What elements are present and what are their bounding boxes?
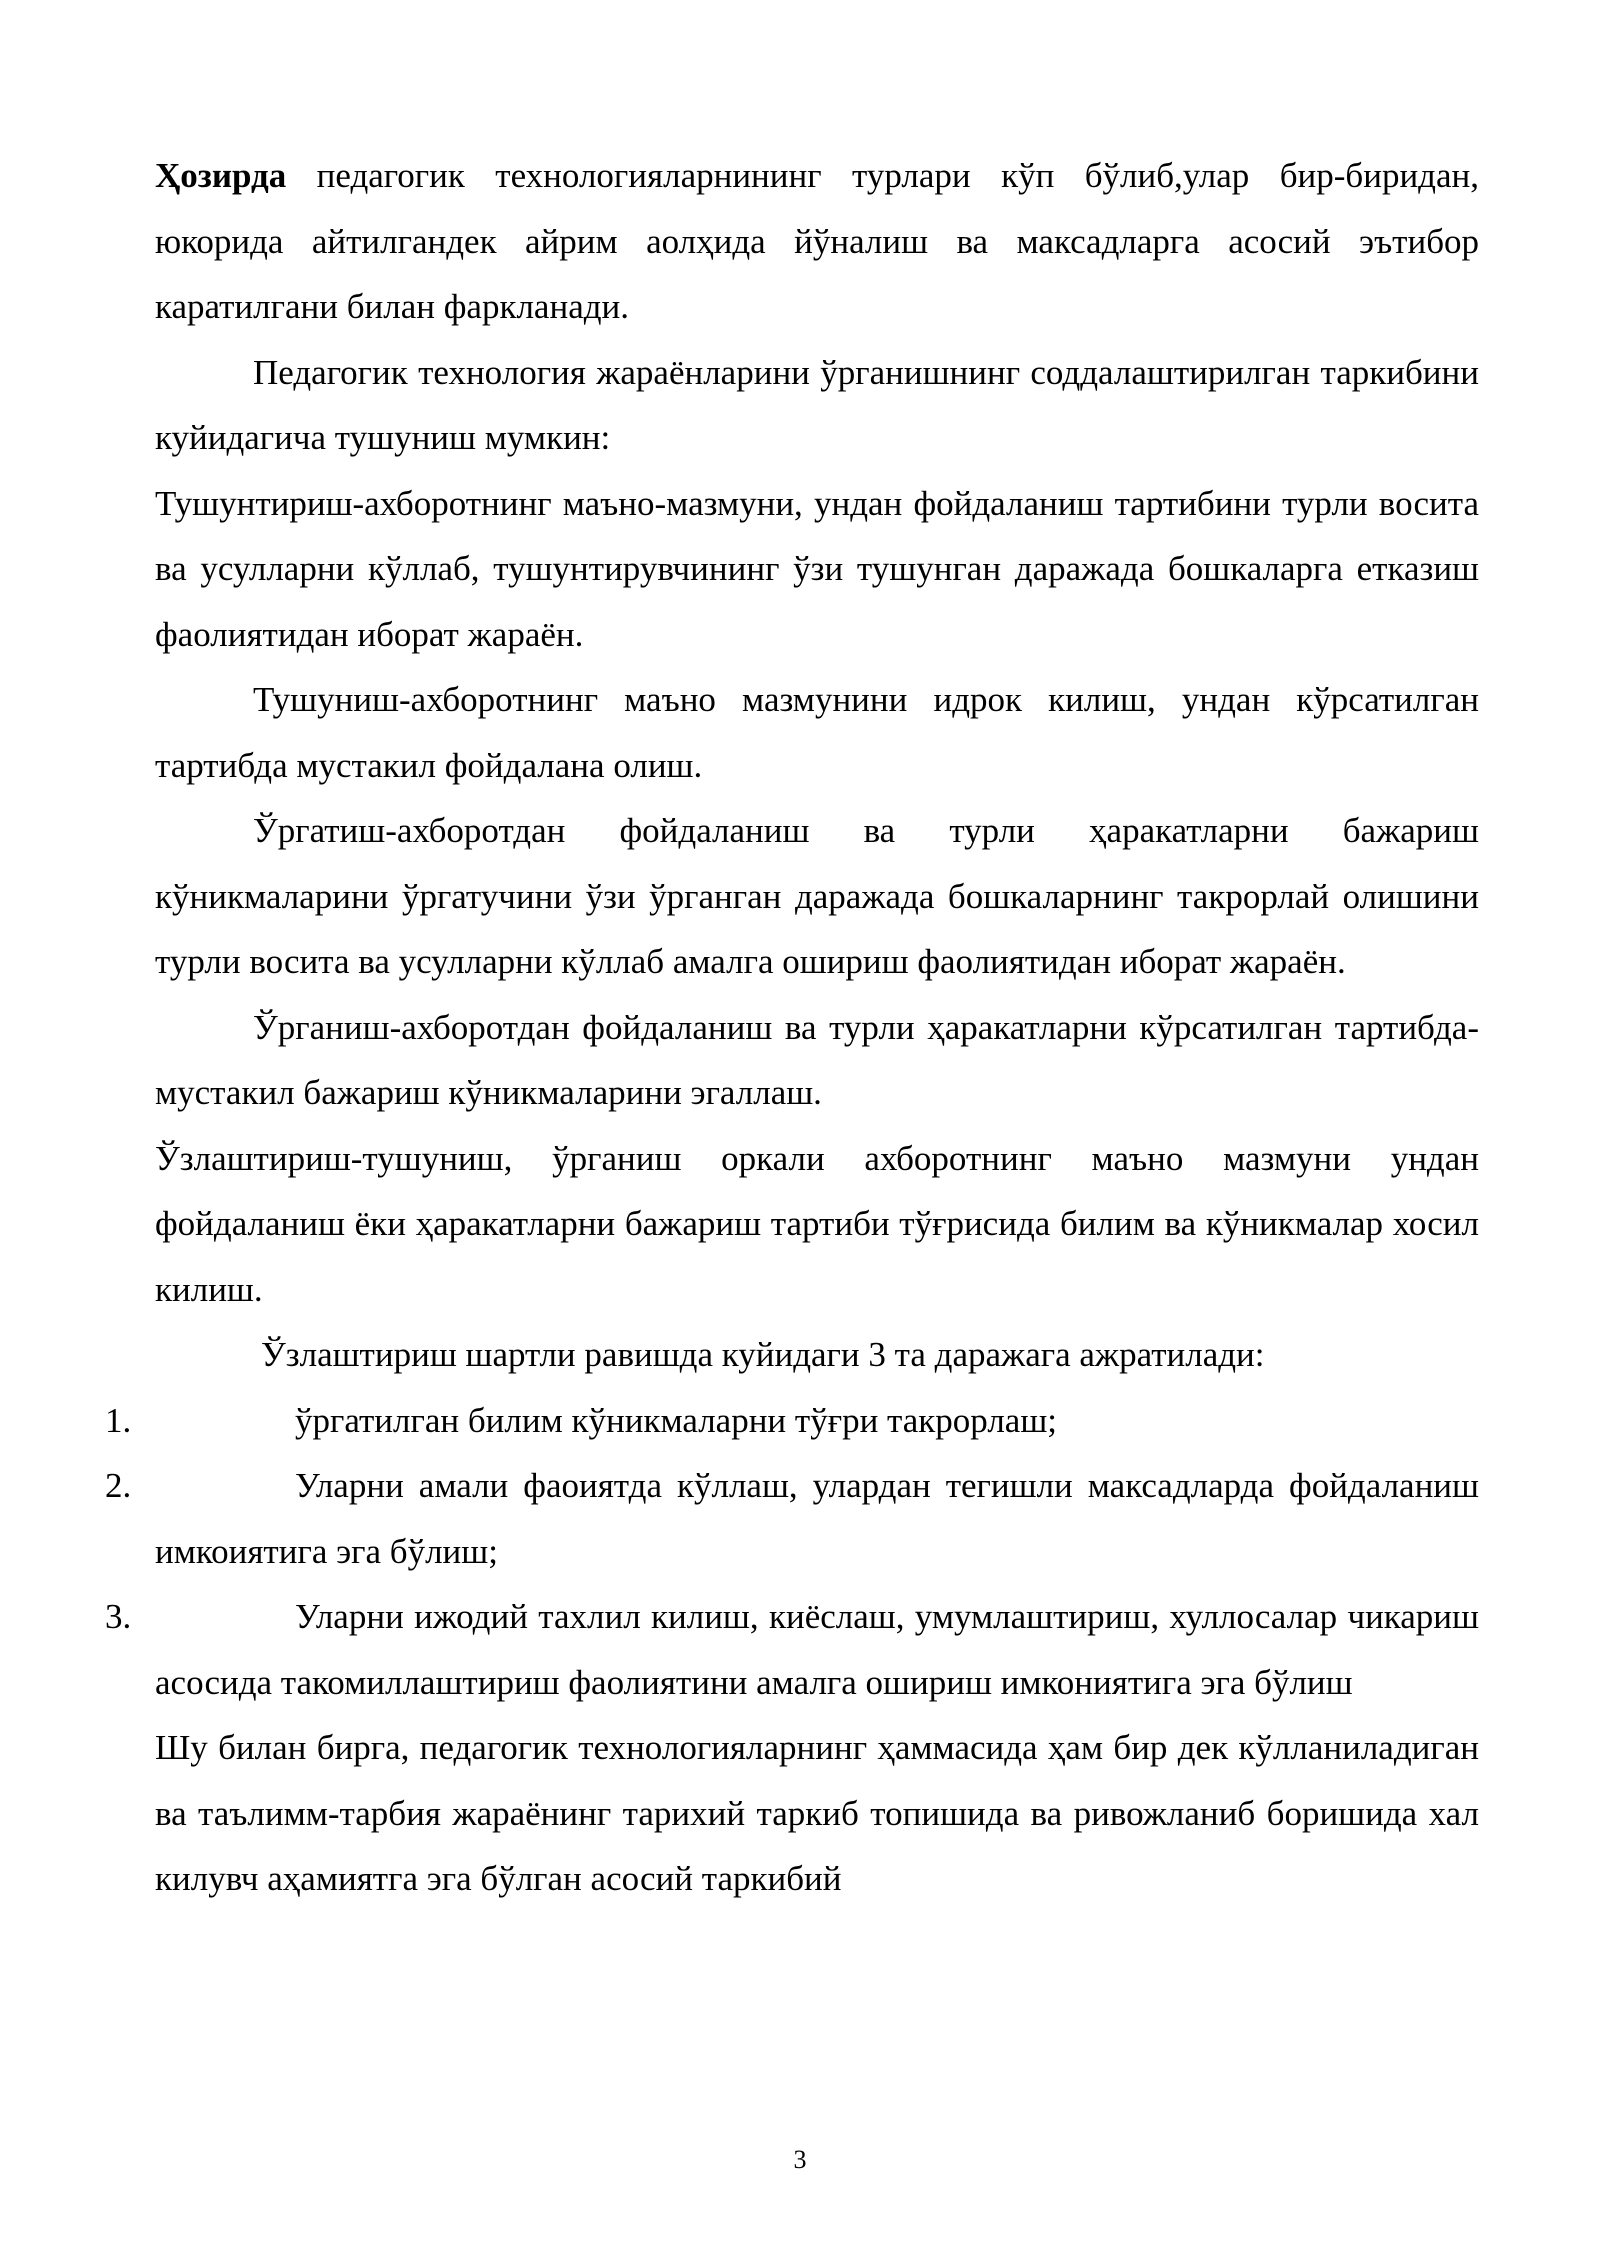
intro-lead-word: Ҳозирда — [155, 156, 287, 195]
list-number: 1. — [105, 1400, 132, 1440]
list-number: 2. — [105, 1466, 132, 1505]
paragraph-explaining: Тушунтириш-ахборотнинг маъно-мазмуни, ундан фойдаланиш тартибини турли восита ва усулларни кўллаб, тушунтирувчининг ўзи тушунган даражада бошкаларга етказиш фаолиятидан иборат жараён. — [155, 483, 1479, 654]
list-number: 3. — [105, 1597, 132, 1636]
intro-text: педагогик технологияларнининг турлари кўп бўлиб,улар бир-биридан, юкорида айтилгандек айрим аолҳида йўналиш ва максадларга асосий эътибор каратилгани билан фаркланади. — [155, 156, 1479, 326]
paragraph-structure: Педагогик технология жараёнларини ўрганишнинг соддалаштирилган таркибини куйидагича тушуниш мумкин: — [155, 352, 1479, 457]
paragraph-closing: Шу билан бирга, педагогик технологияларнинг ҳаммасида ҳам бир дек кўлланиладиган ва таълимм-тарбия жараёнинг тарихий таркиб топишида ва ривожланиб боришида хал килувч аҳамиятга эга бўлган асосий таркибий — [155, 1728, 1479, 1898]
document-body — [105, 143, 1479, 1912]
paragraph-understanding: Тушуниш-ахборотнинг маъно мазмунини идрок килиш, ундан кўрсатилган тартибда мустакил фойдалана олиш. — [155, 680, 1479, 785]
paragraph-learning: Ўрганиш-ахборотдан фойдаланиш ва турли ҳаракатларни кўрсатилган тартибда-мустакил бажариш кўникмаларини эгаллаш. — [155, 1007, 1479, 1112]
page-number: 3 — [793, 2145, 807, 2174]
list-item — [105, 1453, 1479, 1584]
paragraph-mastering: Ўзлаштириш-тушуниш, ўрганиш оркали ахборотнинг маъно мазмуни ундан фойдаланиш ёки ҳаракатларни бажариш тартиби тўғрисида билим ва кўникмалар хосил килиш. — [155, 1138, 1479, 1309]
paragraph-teaching: Ўргатиш-ахборотдан фойдаланиш ва турли ҳаракатларни бажариш кўникмаларини ўргатучини ўзи ўрганган даражада бошкаларнинг такрорлай олишини турли восита ва усулларни кўллаб амалга ошириш фаолиятидан иборат жараён. — [155, 811, 1479, 981]
list-text: Уларни амали фаоиятда кўллаш, улардан тегишли максадларда фойдаланиш имкоиятига эга бўлиш; — [155, 1466, 1479, 1571]
list-item — [105, 1584, 1479, 1715]
list-text: ўргатилган билим кўникмаларни тўғри такрорлаш; — [295, 1400, 1058, 1440]
paragraph-levels-intro: Ўзлаштириш шартли равишда куйидаги 3 та даражага ажратилади: — [261, 1335, 1265, 1374]
intro-paragraph — [155, 143, 1479, 340]
list-item — [105, 1388, 1479, 1454]
list-text: Уларни ижодий тахлил килиш, киёслаш, умумлаштириш, хуллосалар чикариш асосида такомиллаштириш фаолиятини амалга ошириш имкониятига эга бўлиш — [155, 1597, 1479, 1702]
